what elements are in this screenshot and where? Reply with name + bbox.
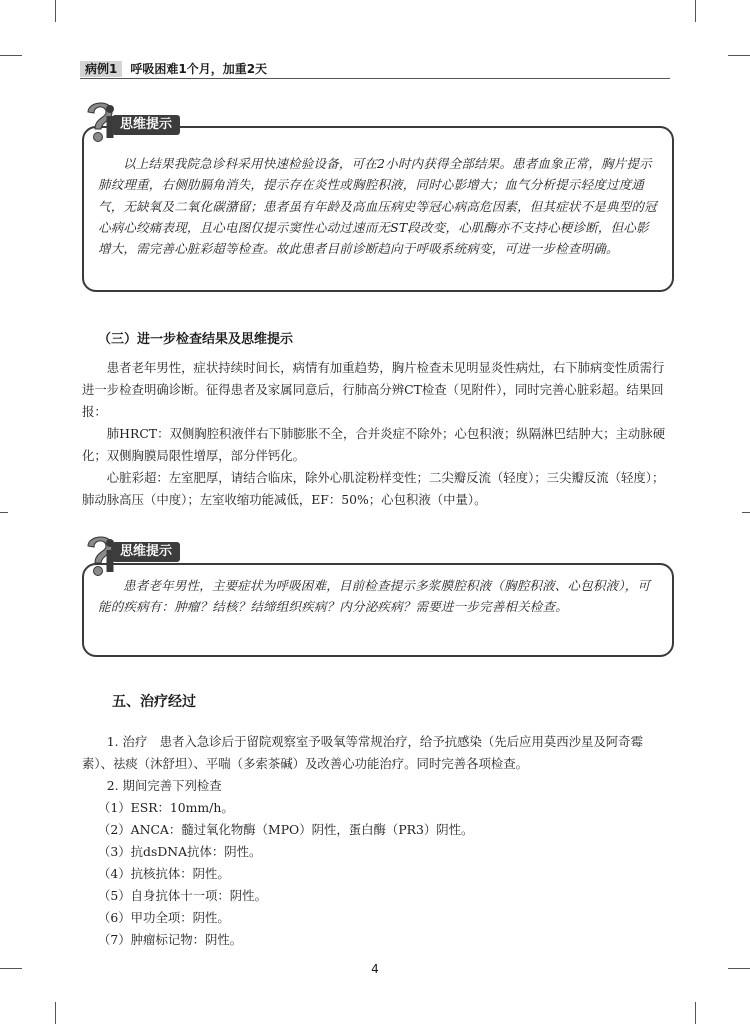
list-item: （1）ESR：10mm/h。: [98, 800, 234, 815]
list-item: （7）肿瘤标记物：阴性。: [98, 932, 243, 947]
crop-mark: [728, 55, 750, 56]
list-item: （5）自身抗体十一项：阴性。: [98, 888, 267, 903]
list-item: （6）甲功全项：阴性。: [98, 910, 230, 925]
paragraph: 2. 期间完善下列检查: [106, 778, 222, 793]
thinking-tip-text: 以上结果我院急诊科采用快速检验设备，可在2小时内获得全部结果。患者血象正常，胸片提示肺纹理重，右侧肋膈角消失，提示存在炎性或胸腔积液，同时心影增大；血气分析提示轻度过度通气，无缺氧及二氧化碳潴留；患者虽有年龄及高血压病史等冠心病高危因素，但其症状不是典型的冠心病心绞痛表现，且心电图仅提示窦性心动过速而无ST段改变，心肌酶亦不支持心梗诊断，但心影增大，需完善心脏彩超等检查。故此患者目前诊断趋向于呼吸系统病变，可进一步检查明确。: [98, 156, 657, 257]
paragraph: 心脏彩超：左室肥厚，请结合临床，除外心肌淀粉样变性；二尖瓣反流（轻度）；三尖瓣反流（轻度）；肺动脉高压（中度）；左室收缩功能减低，EF：50%；心包积液（中量）。: [82, 470, 665, 507]
paragraph: 肺HRCT：双侧胸腔积液伴右下肺膨胀不全，合并炎症不除外；心包积液；纵隔淋巴结肿大；主动脉硬化；双侧胸膜局限性增厚，部分伴钙化。: [82, 426, 666, 463]
thinking-tip-label: 思维提示: [112, 542, 180, 562]
case-label: 病例1: [80, 61, 122, 77]
crop-mark: [695, 0, 696, 22]
list-item: （4）抗核抗体：阴性。: [98, 866, 230, 881]
crop-mark: [695, 1002, 696, 1024]
header-title: 呼吸困难1个月，加重2天: [130, 62, 268, 76]
section-heading: （三）进一步检查结果及思维提示: [98, 332, 294, 347]
list-item: （3）抗dsDNA抗体：阴性。: [98, 844, 262, 859]
running-header: [80, 60, 670, 79]
paragraph: 患者老年男性，症状持续时间长，病情有加重趋势，胸片检查未见明显炎性病灶，右下肺病变性质需行进一步检查明确诊断。征得患者及家属同意后，行肺高分辨CT检查（见附件），同时完善心脏彩超。结果回报：: [82, 360, 665, 419]
crop-mark: [55, 1002, 56, 1024]
section-heading: 五、治疗经过: [112, 694, 196, 710]
thinking-tip-text: 患者老年男性，主要症状为呼吸困难，目前检查提示多浆膜腔积液（胸腔积液、心包积液），可能的疾病有：肿瘤？结核？结缔组织疾病？内分泌疾病？需要进一步完善相关检查。: [98, 578, 651, 615]
thinking-tip-label: 思维提示: [112, 115, 180, 135]
list-item: （2）ANCA：髓过氧化物酶（MPO）阴性，蛋白酶（PR3）阴性。: [98, 822, 474, 837]
crop-mark: [55, 0, 56, 22]
crop-mark: [0, 512, 8, 513]
crop-mark: [742, 512, 750, 513]
page-number: 4: [371, 962, 379, 976]
crop-mark: [0, 55, 22, 56]
paragraph: 1. 治疗 患者入急诊后于留院观察室予吸氧等常规治疗，给予抗感染（先后应用莫西沙星及阿奇霉素）、祛痰（沐舒坦）、平喘（多索茶碱）及改善心功能治疗。同时完善各项检查。: [82, 734, 643, 771]
